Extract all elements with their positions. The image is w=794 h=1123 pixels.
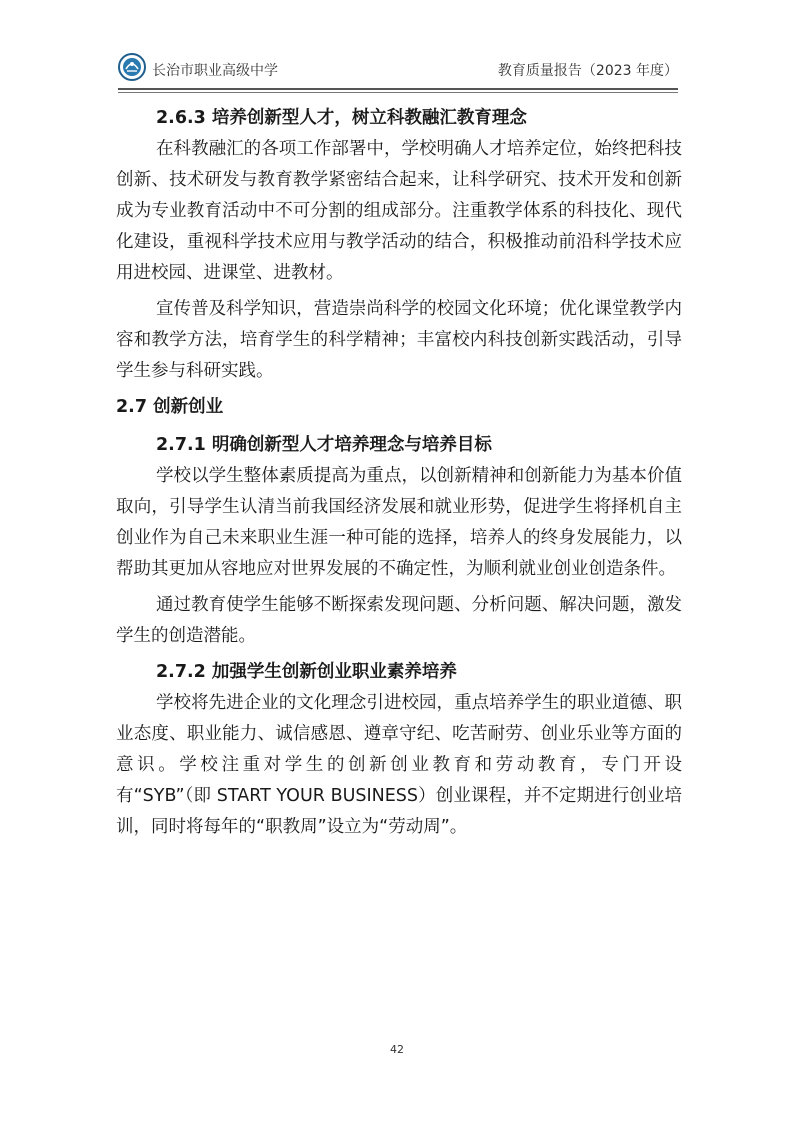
paragraph: 通过教育使学生能够不断探索发现问题、分析问题、解决问题，激发学生的创造潜能。	[116, 595, 682, 646]
header-divider-thin	[118, 92, 678, 93]
school-emblem-icon	[118, 53, 146, 81]
section-heading-2-6-3: 2.6.3 培养创新型人才，树立科教融汇教育理念	[156, 108, 527, 128]
page-header	[118, 50, 678, 90]
school-name: 长治市职业高级中学	[152, 63, 278, 79]
paragraph: 学校以学生整体素质提高为重点，以创新精神和创新能力为基本价值取向，引导学生认清当前我国经济发展和就业形势，促进学生将择机自主创业作为自己未来职业生涯一种可能的选择，培养人的终身发展能力，以帮助其更加从容地应对世界发展的不确定性，为顺利就业创业创造条件。	[116, 466, 682, 579]
section-heading-2-7-2: 2.7.2 加强学生创新创业职业素养培养	[156, 662, 457, 682]
section-heading-2-7: 2.7 创新创业	[116, 397, 224, 417]
page-number: 42	[390, 1043, 404, 1056]
document-body	[116, 103, 682, 848]
header-divider	[118, 88, 678, 90]
paragraph: 在科教融汇的各项工作部署中，学校明确人才培养定位，始终把科技创新、技术研发与教育教学紧密结合起来，让科学研究、技术开发和创新成为专业教育活动中不可分割的组成部分。注重教学体系的科技化、现代化建设，重视科学技术应用与教学活动的结合，积极推动前沿科学技术应用进校园、进课堂、进教材。	[116, 139, 682, 283]
report-title: 教育质量报告（2023 年度）	[497, 63, 678, 79]
section-heading-2-7-1: 2.7.1 明确创新型人才培养理念与培养目标	[156, 435, 492, 455]
paragraph: 宣传普及科学知识，营造崇尚科学的校园文化环境；优化课堂教学内容和教学方法，培育学生的科学精神；丰富校内科技创新实践活动，引导学生参与科研实践。	[116, 299, 682, 381]
paragraph: 学校将先进企业的文化理念引进校园，重点培养学生的职业道德、职业态度、职业能力、诚信感恩、遵章守纪、吃苦耐劳、创业乐业等方面的意识。学校注重对学生的创新创业教育和劳动教育，专门开设有“SYB”（即 START YOUR BUSINESS）创业课程，并不定期进行创业培训，同时将每年的“职教周”设立为“劳动周”。	[116, 693, 682, 837]
